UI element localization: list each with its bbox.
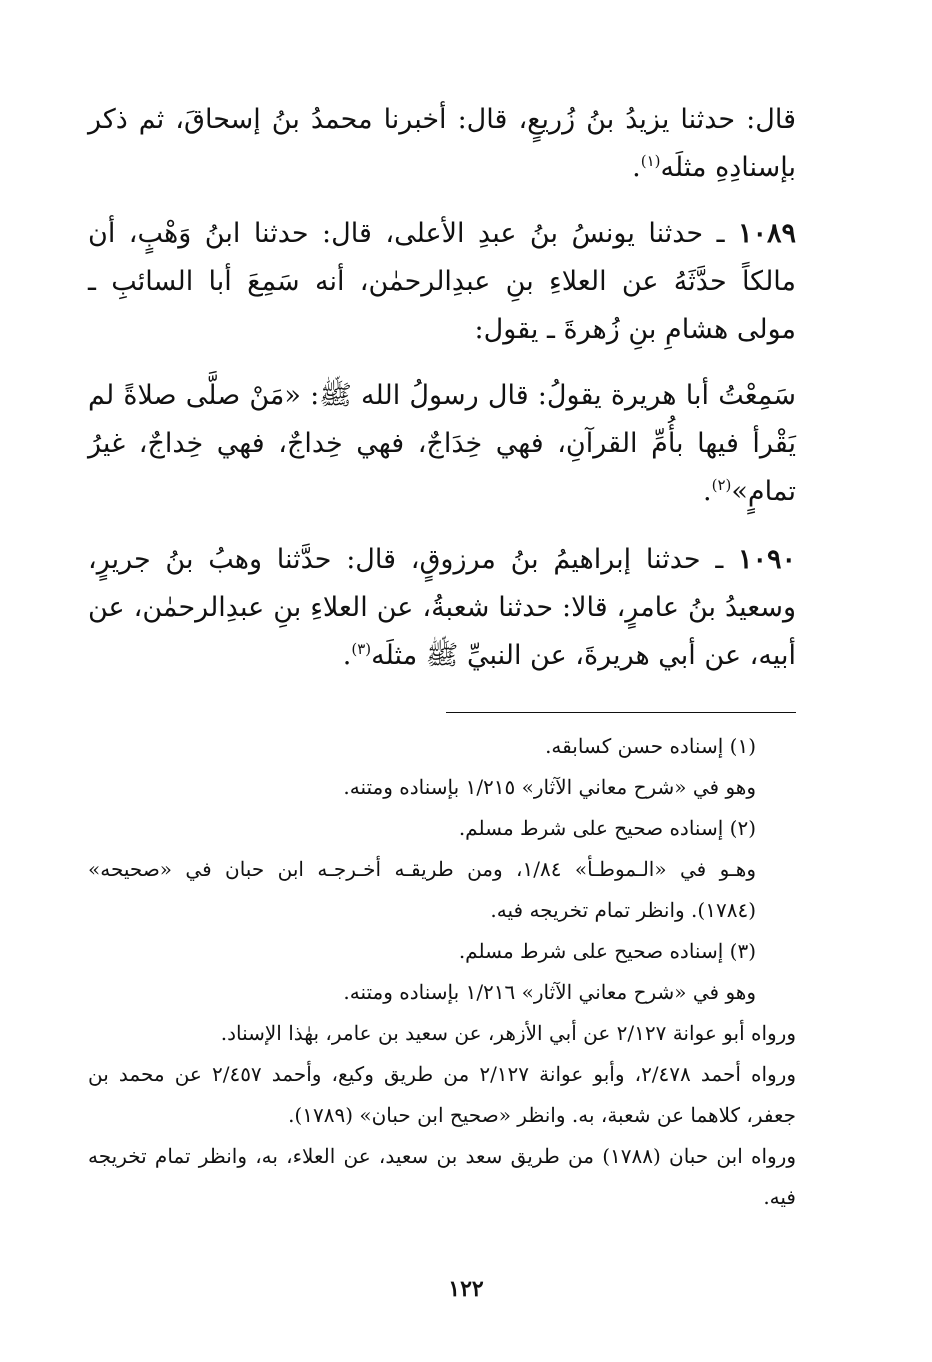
paragraph-text: قال: حدثنا يزيدُ بنُ زُريعٍ، قال: أخبرنا محمدُ بنُ إسحاقَ، ثم ذكر بإسنادِهِ مثلَه	[88, 104, 796, 183]
footnote-line: وهو في «شرح معاني الآثار» ١/٢١٦ بإسناده ومتنه.	[343, 980, 756, 1004]
paragraph-text: سَمِعْتُ أبا هريرة يقولُ: قال رسولُ الله ﷺ: «مَنْ صلَّى صلاةً لم يَقْرأ فيها بأُمِّ القرآنِ، فهي خِدَاجٌ، فهي خِداجٌ، فهي خِداجٌ، غيرُ تمامٍ»	[88, 380, 796, 507]
hadith-number: ١٠٨٩	[737, 218, 796, 249]
hadith-text	[88, 372, 796, 516]
footnote-line: وهو في «شرح معاني الآثار» ١/٢١٥ بإسناده ومتنه.	[343, 775, 756, 799]
footnote-line: وهـو في «الـموطـأ» ١/٨٤، ومن طريقـه أخـرجـه ابن حبان في «صحيحه» (١٧٨٤). وانظر تمام تخريجه فيه.	[88, 857, 756, 922]
hadith-number: ١٠٩٠	[737, 544, 796, 575]
paragraph-text: ـ حدثنا يونسُ بنُ عبدِ الأعلى، قال: حدثنا ابنُ وَهْبٍ، أن مالكاً حدَّثَهُ عن العلاءِ بنِ عبدِالرحمٰن، أنه سَمِعَ أبا السائبِ ـ مولى هشامِ بنِ زُهرةَ ـ يقول:	[88, 218, 796, 345]
paragraph-end: .	[632, 152, 641, 183]
footnote-ref: (٢)	[711, 476, 732, 494]
footnote-line: ورواه ابن حبان (١٧٨٨) من طريق سعد بن سعيد، عن العلاء، به، وانظر تمام تخريجه فيه.	[88, 1144, 796, 1209]
hadith-1090	[88, 536, 796, 680]
page-number: ١٢٢	[448, 1276, 484, 1302]
footnote-line: ورواه أحمد ٢/٤٧٨، وأبو عوانة ٢/١٢٧ من طريق وكيع، وأحمد ٢/٤٥٧ عن محمد بن جعفر، كلاهما عن شعبة، به. وانظر «صحيح ابن حبان» (١٧٨٩).	[88, 1062, 796, 1127]
footnote-line: (٣) إسناده صحيح على شرط مسلم.	[458, 939, 756, 963]
footnote-separator	[446, 712, 796, 713]
paragraph-continuation	[88, 96, 796, 192]
footnote-line: (١) إسناده حسن كسابقه.	[545, 734, 756, 758]
footnote-ref: (١)	[640, 152, 661, 170]
footnote-line: ورواه أبو عوانة ٢/١٢٧ عن أبي الأزهر، عن سعيد بن عامر، بهٰذا الإسناد.	[220, 1021, 796, 1045]
hadith-1089	[88, 210, 796, 354]
paragraph-text: ـ حدثنا إبراهيمُ بنُ مرزوقٍ، قال: حدَّثنا وهبُ بنُ جريرٍ، وسعيدُ بنُ عامرٍ، قالا: حدثنا شعبةُ، عن العلاءِ بنِ عبدِالرحمٰن، عن أبيه، عن أبي هريرةَ، عن النبيِّ ﷺ مثلَه	[88, 544, 796, 671]
footnotes	[88, 726, 796, 1218]
footnote-line: (٢) إسناده صحيح على شرط مسلم.	[458, 816, 756, 840]
paragraph-end: .	[342, 640, 352, 671]
footnote-ref: (٣)	[351, 640, 372, 658]
main-text	[88, 96, 796, 680]
paragraph-end: .	[703, 476, 712, 507]
